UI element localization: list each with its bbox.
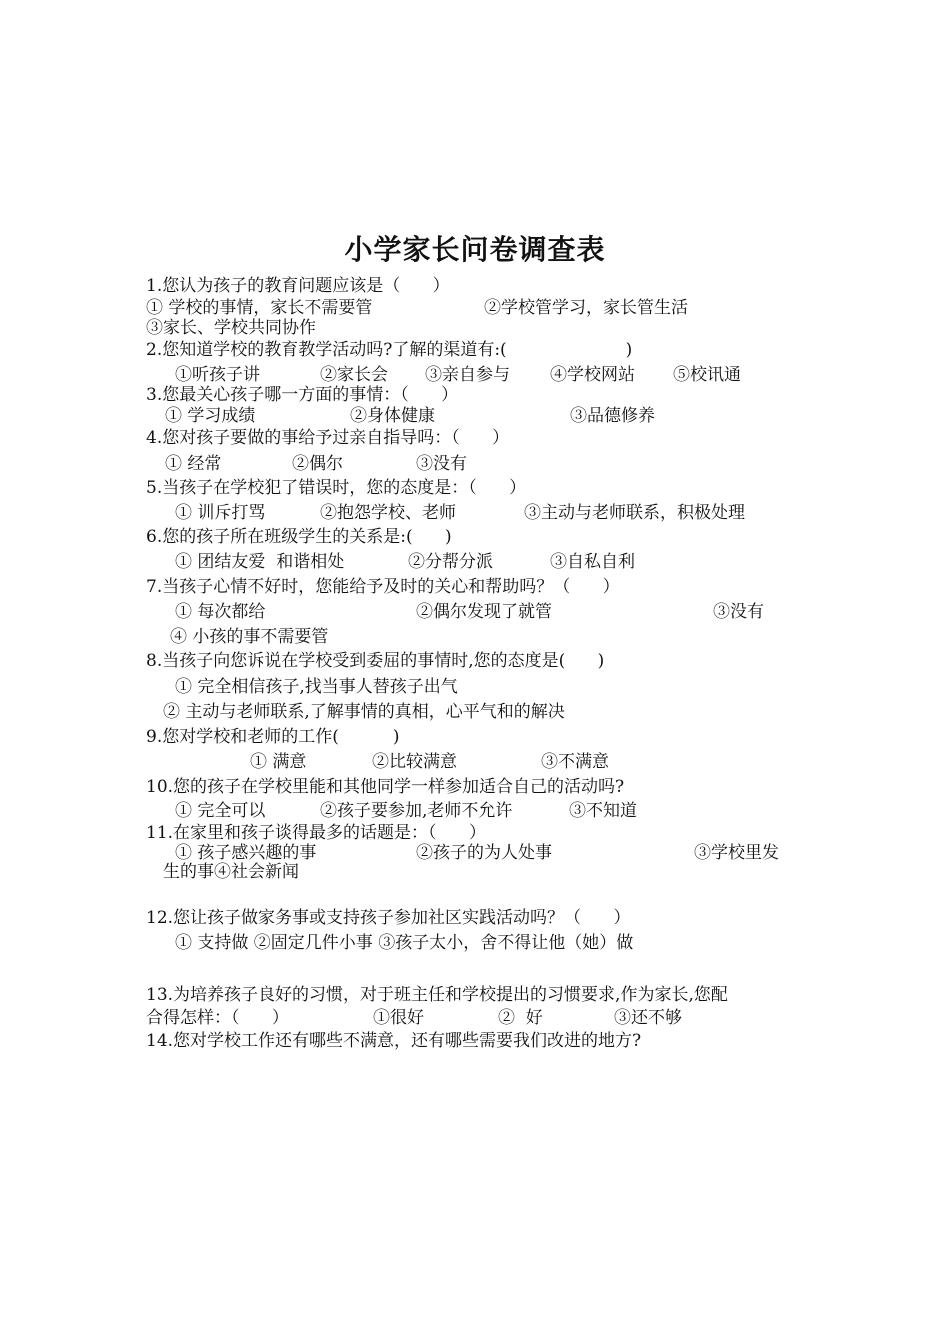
q2-option-5: ⑤校讯通 [673,365,741,385]
q4-option-3: ③没有 [416,454,467,474]
question-1: 1.您认为孩子的教育问题应该是（ ） [146,276,450,296]
question-6: 6.您的孩子所在班级学生的关系是:( ) [146,527,452,547]
q7-option-4: ④ 小孩的事不需要管 [170,627,329,647]
question-7: 7.当孩子心情不好时，您能给予及时的关心和帮助吗？（ ） [146,577,620,597]
question-2: 2.您知道学校的教育教学活动吗?了解的渠道有:( ) [146,340,633,360]
question-10: 10.您的孩子在学校里能和其他同学一样参加适合自己的活动吗? [146,777,625,797]
q5-option-1: ① 训斥打骂 [175,503,266,523]
q2-option-2: ②家长会 [320,365,388,385]
q6-option-1: ① 团结友爱 和谐相处 [175,552,345,572]
q9-option-1: ① 满意 [250,752,307,772]
q3-option-3: ③品德修养 [570,406,655,426]
q5-option-2: ②抱怨学校、老师 [320,503,456,523]
q6-option-2: ②分帮分派 [408,552,493,572]
q11-continuation: 生的事④社会新闻 [163,862,299,882]
q3-option-2: ②身体健康 [350,406,435,426]
q10-option-3: ③不知道 [569,801,637,821]
q7-option-3: ③没有 [713,602,764,622]
q1-option-3: ③家长、学校共同协作 [146,318,316,338]
q5-option-3: ③主动与老师联系，积极处理 [524,503,745,523]
q13-continuation: 合得怎样：（ ） [146,1008,289,1028]
q4-option-1: ① 经常 [165,454,222,474]
question-11: 11.在家里和孩子谈得最多的话题是：（ ） [146,823,486,843]
q9-option-3: ③不满意 [541,752,609,772]
question-4: 4.您对孩子要做的事给予过亲自指导吗：（ ） [146,428,510,448]
q10-option-2: ②孩子要参加,老师不允许 [320,801,513,821]
q9-option-2: ②比较满意 [372,752,457,772]
q1-option-2: ②学校管学习，家长管生活 [484,298,688,318]
question-8: 8.当孩子向您诉说在学校受到委屈的事情时,您的态度是( ) [146,651,605,671]
q8-option-2: ② 主动与老师联系,了解事情的真相，心平气和的解决 [163,702,565,722]
q1-option-1: ① 学校的事情，家长不需要管 [146,298,373,318]
q6-option-3: ③自私自利 [550,552,635,572]
page-title: 小学家长问卷调查表 [344,233,606,266]
question-5: 5.当孩子在学校犯了错误时，您的态度是：（ ） [146,478,527,498]
q2-option-1: ①听孩子讲 [175,365,260,385]
question-9: 9.您对学校和老师的工作( ) [146,727,400,747]
q11-option-2: ②孩子的为人处事 [416,843,552,863]
q7-option-2: ②偶尔发现了就管 [416,602,552,622]
q13-option-3: ③还不够 [614,1008,682,1028]
q4-option-2: ②偶尔 [292,454,343,474]
question-3: 3.您最关心孩子哪一方面的事情：（ ） [146,385,459,405]
question-12: 12.您让孩子做家务事或支持孩子参加社区实践活动吗？（ ） [146,908,631,928]
q13-option-2: ② 好 [498,1008,543,1028]
q11-option-3: ③学校里发 [694,843,779,863]
q2-option-4: ④学校网站 [550,365,635,385]
question-13: 13.为培养孩子良好的习惯，对于班主任和学校提出的习惯要求,作为家长,您配 [146,985,728,1005]
q8-option-1: ① 完全相信孩子,找当事人替孩子出气 [175,677,458,697]
q12-options: ① 支持做 ②固定几件小事 ③孩子太小，舍不得让他（她）做 [175,933,634,953]
q10-option-1: ① 完全可以 [175,801,266,821]
q7-option-1: ① 每次都给 [175,602,266,622]
q2-option-3: ③亲自参与 [425,365,510,385]
q13-option-1: ①很好 [373,1008,424,1028]
question-14: 14.您对学校工作还有哪些不满意，还有哪些需要我们改进的地方? [146,1031,642,1051]
q3-option-1: ① 学习成绩 [165,406,256,426]
q11-option-1: ① 孩子感兴趣的事 [175,843,317,863]
